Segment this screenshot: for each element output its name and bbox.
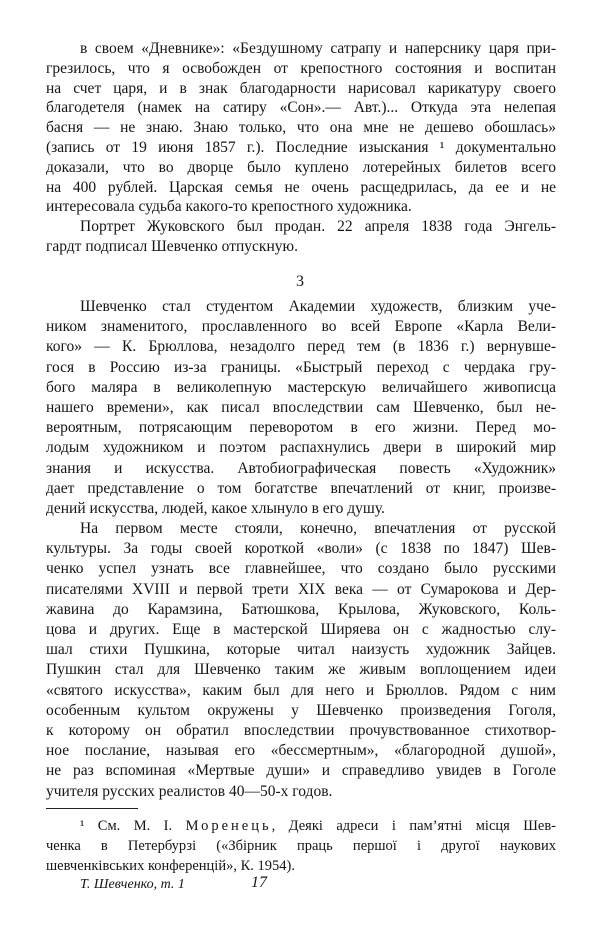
page-number: 17 — [251, 874, 267, 891]
text-line: дений искусства, людей, какое хлынуло в его душу. — [46, 499, 385, 517]
text-line: интересовала судьба какого-то крепостного художника. — [46, 198, 412, 216]
text-line: учителя русских реалистов 40—50-х годов. — [46, 782, 333, 800]
text-block-top — [46, 39, 556, 257]
text-line: бого маляра в великолепную мастерскую величайшего живописца — [46, 378, 556, 396]
footnote-line — [46, 816, 556, 836]
text-line: гося в Россию из-за границы. «Быстрый переход с чердака гру- — [46, 358, 556, 376]
text-line: к которому он обратил впоследствии прочувствованное стихотвор- — [46, 721, 556, 739]
footnote-line: ченка в Петербурзі («Збірник праць першої і другої наукових — [46, 838, 556, 854]
text-line: кого» — К. Брюллова, незадолго перед тем (в 1836 г.) вернувше- — [46, 338, 556, 356]
footnote-author: Моренець — [185, 818, 272, 834]
text-line: особенным культом окружены у Шевченко произведения Гоголя, — [46, 701, 556, 719]
text-line: доказали, что во дворце было куплено лотерейных билетов всего — [46, 158, 556, 176]
text-block-section-3 — [46, 297, 556, 802]
text-line: не раз вспоминая «Мертвые души» и справедливо увидев в Гоголе — [46, 762, 556, 780]
footnote-text: , Деякі адреси і пам’ятні місця Шев- — [271, 818, 557, 834]
text-line: вероятным, потрясающим переворотом в его жизни. Перед мо- — [46, 419, 556, 437]
text-line: Пушкин стал для Шевченко таким же живым воплощением идеи — [46, 661, 556, 679]
text-line: шал стихи Пушкина, которые читал наизусть художник Зайцев. — [46, 641, 556, 659]
text-line: писателями XVIII и первой трети XIX века — от Сумарокова и Дер- — [46, 580, 556, 598]
footnote-divider — [46, 808, 138, 809]
text-line: ное послание, называя его «бессмертным», «благородной душой», — [46, 742, 556, 760]
text-line: гардт подписал Шевченко отпускную. — [46, 237, 298, 255]
text-line: ником знаменитого, прославленного во всей Европе «Карла Вели- — [46, 318, 556, 336]
text-line: на 400 рублей. Царская семья не очень расщедрилась, да ее и не — [46, 178, 556, 196]
text-line: ченко успел узнать все главнейшее, что создано было русскими — [46, 560, 556, 578]
text-line: Портрет Жуковского был продан. 22 апреля 1838 года Энгель- — [80, 218, 556, 236]
footnote — [46, 816, 556, 876]
section-number: 3 — [296, 273, 304, 290]
text-line: дает представление о том богатстве впечатлений от книг, произве- — [46, 479, 556, 497]
text-line: знания и искусства. Автобиографическая повесть «Художник» — [46, 459, 556, 477]
text-line: На первом месте стояли, конечно, впечатления от русской — [80, 520, 556, 538]
footnote-line: шевченківських конференцій», К. 1954). — [46, 858, 295, 874]
text-line: нашего времени», как писал впоследствии сам Шевченко, был не- — [46, 398, 556, 416]
text-line: цова и других. Еще в мастерской Ширяева он с жадностью слу- — [46, 621, 556, 638]
text-line: благодетеля (намек на сатиру «Сон».— Авт.)... Откуда эта нелепая — [46, 99, 556, 117]
text-line: (запись от 19 июня 1857 г.). Последние изыскания ¹ документально — [46, 138, 556, 156]
text-line: в своем «Дневнике»: «Бездушному сатрапу и наперснику царя при- — [80, 40, 556, 57]
text-line: на счет царя, и в знак благодарности нарисовал карикатуру своего — [46, 79, 556, 97]
running-footer: Т. Шевченко, т. 1 — [80, 877, 185, 892]
text-line: басня — не знаю. Знаю только, что она мне не дешево обошлась» — [46, 119, 556, 137]
text-line: жавина до Карамзина, Батюшкова, Крылова, Жуковского, Коль- — [46, 600, 556, 618]
footnote-marker: ¹ См. М. І. — [80, 818, 186, 834]
text-line: культуры. За годы своей короткой «воли» (с 1838 по 1847) Шев- — [46, 540, 556, 558]
text-line: «святого искусства», каким был для него и Брюллов. Рядом с ним — [46, 681, 556, 699]
text-line: Шевченко стал студентом Академии художеств, близким уче- — [80, 298, 556, 315]
text-line: лодым художником и поэтом распахнулись двери в широкий мир — [46, 439, 556, 457]
text-line: грезилось, что я освобожден от крепостного состояния и воспитан — [46, 59, 556, 77]
